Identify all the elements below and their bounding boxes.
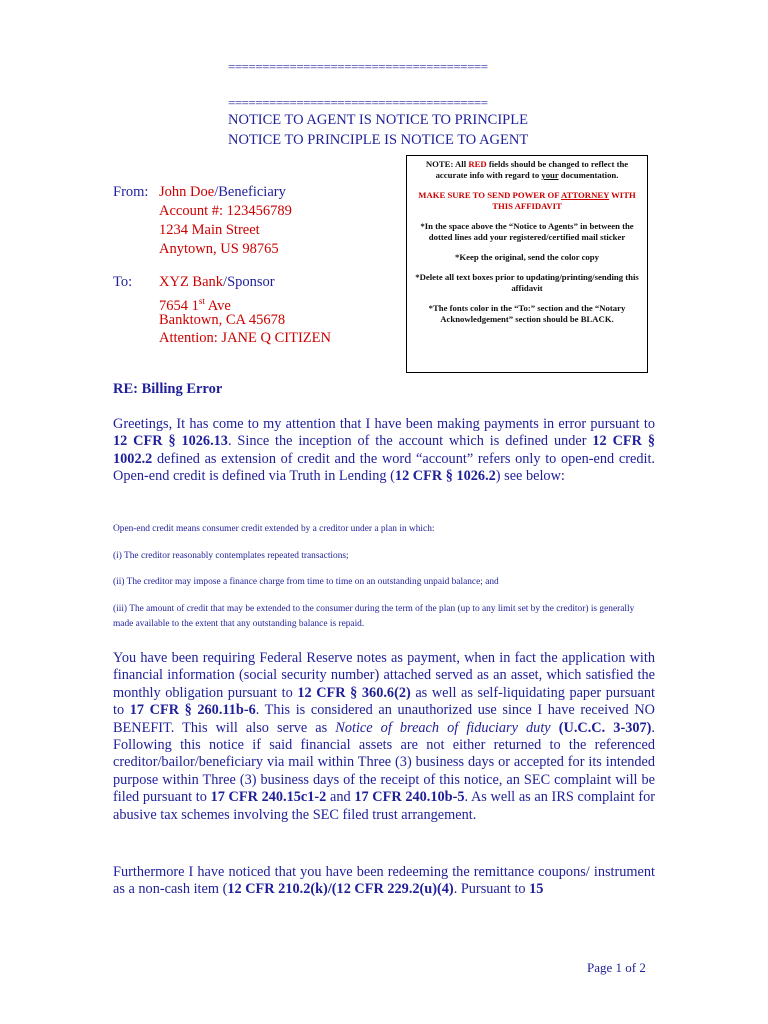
instruction-note-box — [406, 155, 648, 373]
quote-item-iii: (iii) The amount of credit that may be extended to the consumer during the term of the plan (up to any limit set by the creditor) is generally made available to the extent that any outstanding balance is repaid. — [113, 604, 635, 629]
from-city: Anytown, US 98765 — [159, 241, 279, 257]
re-subject: RE: Billing Error — [113, 381, 223, 397]
from-name-line: John Doe/Beneficiary — [159, 184, 286, 200]
to-street: 7654 1st Ave — [159, 296, 231, 314]
quote-item-ii: (ii) The creditor may impose a finance charge from time to time on an outstanding unpaid balance; and — [113, 577, 499, 587]
paragraph-remittance: Furthermore I have noticed that you have been redeeming the remittance coupons/ instrument as a non-cash item (12 CFR 210.2(k)/(12 CFR 229.2(u)(4). Pursuant to 15 — [113, 864, 655, 898]
paragraph-greetings: Greetings, It has come to my attention that I have been making payments in error pursuant to 12 CFR § 1026.13. Since the inception of the account which is defined under 12 CFR § 1002.2 defined as extension of credit and the word “account” refers only to open-end credit. Open-end credit is defined via Truth in Lending (12 CFR § 1026.2) see below: — [113, 416, 655, 485]
note-font-color: *The fonts color in the “To:” section and the “Notary Acknowledgement” section should be BLACK. — [428, 303, 626, 324]
note-keep-original: *Keep the original, send the color copy — [455, 252, 599, 262]
from-account: Account #: 123456789 — [159, 203, 292, 219]
to-name-line: XYZ Bank/Sponsor — [159, 274, 275, 290]
note-power-of-attorney: MAKE SURE TO SEND POWER OF ATTORNEY WITH THIS AFFIDAVIT — [418, 190, 636, 211]
note-red-fields: NOTE: All RED fields should be changed to reflect the accurate info with regard to your documentation. — [425, 159, 629, 180]
from-label: From: — [113, 184, 149, 200]
separator-line-top: ====================================== — [228, 59, 488, 74]
to-label: To: — [113, 274, 133, 290]
note-mail-sticker: *In the space above the “Notice to Agents” in between the dotted lines add your registered/certified mail sticker — [420, 221, 634, 242]
note-delete-text-boxes: *Delete all text boxes prior to updating/printing/sending this affidavit — [415, 272, 639, 293]
separator-line-bottom: ====================================== — [228, 95, 488, 110]
to-attention: Attention: JANE Q CITIZEN — [159, 330, 331, 346]
page-number: Page 1 of 2 — [587, 960, 646, 975]
from-street: 1234 Main Street — [159, 222, 260, 238]
notice-heading-1: NOTICE TO AGENT IS NOTICE TO PRINCIPLE — [228, 112, 528, 128]
quote-definition: Open-end credit means consumer credit extended by a creditor under a plan in which: — [113, 524, 435, 534]
notice-heading-2: NOTICE TO PRINCIPLE IS NOTICE TO AGENT — [228, 132, 529, 148]
quote-item-i: (i) The creditor reasonably contemplates repeated transactions; — [113, 551, 349, 561]
paragraph-federal-reserve: You have been requiring Federal Reserve notes as payment, when in fact the application with financial information (social security number) attached served as an asset, which satisfied the monthly obligation pursuant to 12 CFR § 360.6(2) as well as self-liquidating paper pursuant to 17 CFR § 260.11b-6. This is considered an unauthorized use since I have received NO BENEFIT. This will also serve as Notice of breach of fiduciary duty (U.C.C. 3-307). Following this notice if said financial assets are not either returned to the referenced creditor/bailor/beneficiary via mail within Three (3) business days or accepted for its intended purpose within Three (3) business days of the receipt of this notice, an SEC complaint will be filed pursuant to 17 CFR 240.15c1-2 and 17 CFR 240.10b-5. As well as an IRS complaint for abusive tax schemes involving the SEC filed trust arrangement. — [113, 650, 656, 823]
to-city: Banktown, CA 45678 — [159, 312, 286, 328]
